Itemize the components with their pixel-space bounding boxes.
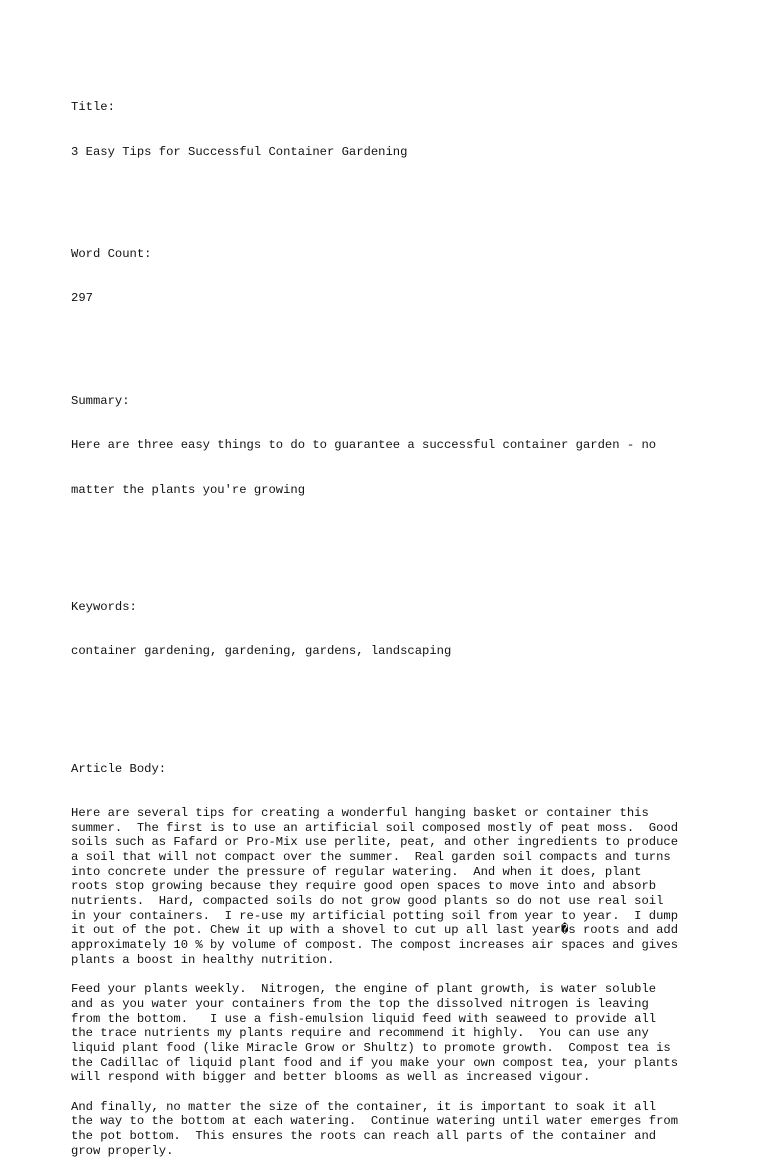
article-line: liquid plant food (like Miracle Grow or Shultz) to promote growth. Compost tea is [71,1040,671,1055]
article-line: nutrients. Hard, compacted soils do not grow good plants so do not use real soil [71,894,664,909]
article-line: Here are several tips for creating a wonderful hanging basket or container this [71,805,649,820]
article-line: will respond with bigger and better blooms as well as increased vigour. [71,1070,591,1085]
article-line: the trace nutrients my plants require and recommend it highly. You can use any [71,1026,649,1041]
word-count-label: Word Count: [71,247,152,262]
article-line: Feed your plants weekly. Nitrogen, the engine of plant growth, is water soluble [71,982,657,997]
article-line: approximately 10 % by volume of compost. The compost increases air spaces and gives [71,938,679,953]
keywords-label: Keywords: [71,600,137,615]
article-line: And finally, no matter the size of the container, it is important to soak it all [71,1099,657,1114]
summary-line: Here are three easy things to do to guarantee a successful container garden - no [71,438,657,453]
title-value: 3 Easy Tips for Successful Container Gardening [71,144,408,159]
summary-line: matter the plants you're growing [71,482,306,497]
article-line: roots stop growing because they require good open spaces to move into and absorb [71,879,657,894]
article-line: the Cadillac of liquid plant food and if you make your own compost tea, your plants [71,1055,679,1070]
article-line: grow properly. [71,1143,174,1158]
paragraph-spacer [71,968,731,983]
title-label: Title: [71,100,115,115]
keywords-value: container gardening, gardening, gardens, landscaping [71,644,452,659]
word-count-value: 297 [71,291,93,306]
article-line: in your containers. I re-use my artificial potting soil from year to year. I dump [71,908,679,923]
spacer [71,189,731,204]
spacer [71,527,731,556]
article-line: soils such as Fafard or Pro-Mix use perlite, peat, and other ingredients to produce [71,835,679,850]
article-line: from the bottom. I use a fish-emulsion liquid feed with seaweed to provide all [71,1011,657,1026]
article-line: it out of the pot. Chew it up with a shovel to cut up all last year�s roots and add [71,923,679,938]
summary-label: Summary: [71,394,130,409]
article-line: plants a boost in healthy nutrition. [71,952,335,967]
spacer [71,336,731,351]
article-line: into concrete under the pressure of regular watering. And when it does, plant [71,864,642,879]
article-line: the way to the bottom at each watering. Continue watering until water emerges from [71,1114,679,1129]
article-line: and as you water your containers from the top the dissolved nitrogen is leaving [71,996,649,1011]
article-line: a soil that will not compact over the summer. Real garden soil compacts and turns [71,850,671,864]
article-line: summer. The first is to use an artificial soil composed mostly of peat moss. Good [71,820,679,835]
article-body-label: Article Body: [71,761,167,776]
paragraph-spacer [71,1085,731,1100]
document-page [71,71,731,1173]
article-line: the pot bottom. This ensures the roots can reach all parts of the container and [71,1129,657,1144]
spacer [71,688,731,717]
article-body [71,806,731,1159]
